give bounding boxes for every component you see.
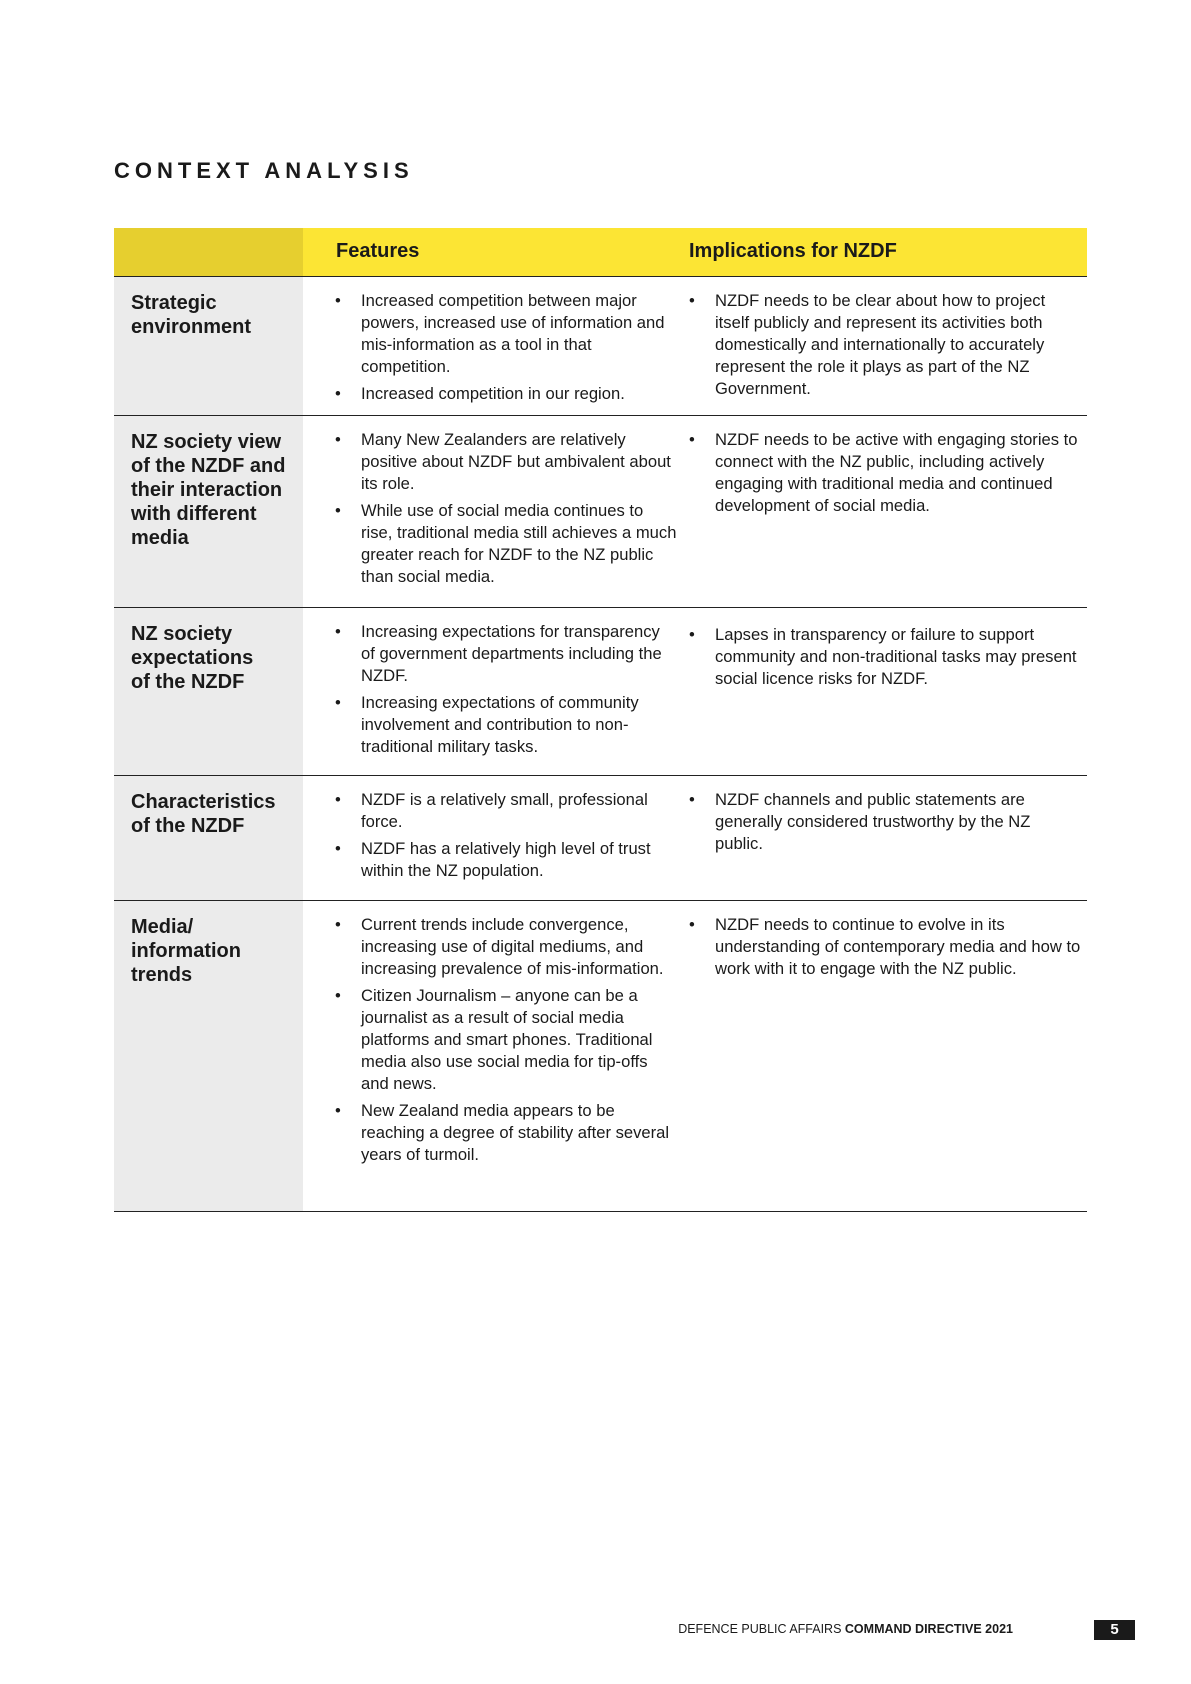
feature-item: • New Zealand media appears to be reaching a degree of stability after several years of turmoil. <box>333 1100 677 1166</box>
footer-section: DEFENCE PUBLIC AFFAIRS <box>678 1622 842 1636</box>
row-label: Media/ information trends <box>114 901 303 1211</box>
row-label: Characteristics of the NZDF <box>114 776 303 900</box>
implications-cell <box>687 277 1087 415</box>
context-table <box>114 228 1087 1212</box>
features-cell <box>303 901 687 1211</box>
table-row <box>114 607 1087 775</box>
features-cell <box>303 608 687 775</box>
implications-cell <box>687 776 1087 900</box>
implication-item: • NZDF needs to be clear about how to project itself publicly and represent its activities both domestically and internationally to accurately represent the role it plays as part of the NZ Government. <box>687 290 1081 400</box>
header-features: Features <box>303 228 687 276</box>
page-number: 5 <box>1094 1620 1135 1640</box>
implications-cell <box>687 608 1087 775</box>
header-implications: Implications for NZDF <box>687 228 1087 276</box>
feature-item: • Increased competition between major powers, increased use of information and mis-information as a tool in that competition. <box>333 290 677 378</box>
header-blank-cell <box>114 228 303 276</box>
table-row <box>114 775 1087 900</box>
row-label: NZ society expectations of the NZDF <box>114 608 303 775</box>
feature-item: • NZDF has a relatively high level of trust within the NZ population. <box>333 838 677 882</box>
feature-item: • Increased competition in our region. <box>333 383 677 405</box>
implications-cell <box>687 416 1087 607</box>
table-row <box>114 276 1087 415</box>
table-header <box>114 228 1087 276</box>
feature-item: • Citizen Journalism – anyone can be a journalist as a result of social media platforms and smart phones. Traditional media also use social media for tip-offs and news. <box>333 985 677 1095</box>
features-cell <box>303 416 687 607</box>
table-row <box>114 415 1087 607</box>
implication-item: • NZDF needs to be active with engaging stories to connect with the NZ public, including actively engaging with traditional media and continued development of social media. <box>687 429 1081 517</box>
features-cell <box>303 277 687 415</box>
row-label: Strategic environment <box>114 277 303 415</box>
feature-item: • Increasing expectations of community involvement and contribution to non-traditional military tasks. <box>333 692 677 758</box>
footer <box>678 1622 1013 1636</box>
feature-item: • While use of social media continues to rise, traditional media still achieves a much greater reach for NZDF to the NZ public than social media. <box>333 500 677 588</box>
footer-document: COMMAND DIRECTIVE 2021 <box>844 1622 1013 1636</box>
table-row <box>114 900 1087 1212</box>
implication-item: • NZDF needs to continue to evolve in its understanding of contemporary media and how to work with it to engage with the NZ public. <box>687 914 1081 980</box>
row-label: NZ society view of the NZDF and their interaction with different media <box>114 416 303 607</box>
feature-item: • Increasing expectations for transparency of government departments including the NZDF. <box>333 621 677 687</box>
implication-item: • NZDF channels and public statements are generally considered trustworthy by the NZ public. <box>687 789 1081 855</box>
implication-item: • Lapses in transparency or failure to support community and non-traditional tasks may present social licence risks for NZDF. <box>687 624 1081 690</box>
implications-cell <box>687 901 1087 1211</box>
feature-item: • NZDF is a relatively small, professional force. <box>333 789 677 833</box>
page-title: CONTEXT ANALYSIS <box>114 158 414 183</box>
features-cell <box>303 776 687 900</box>
feature-item: • Current trends include convergence, increasing use of digital mediums, and increasing prevalence of mis-information. <box>333 914 677 980</box>
feature-item: • Many New Zealanders are relatively positive about NZDF but ambivalent about its role. <box>333 429 677 495</box>
